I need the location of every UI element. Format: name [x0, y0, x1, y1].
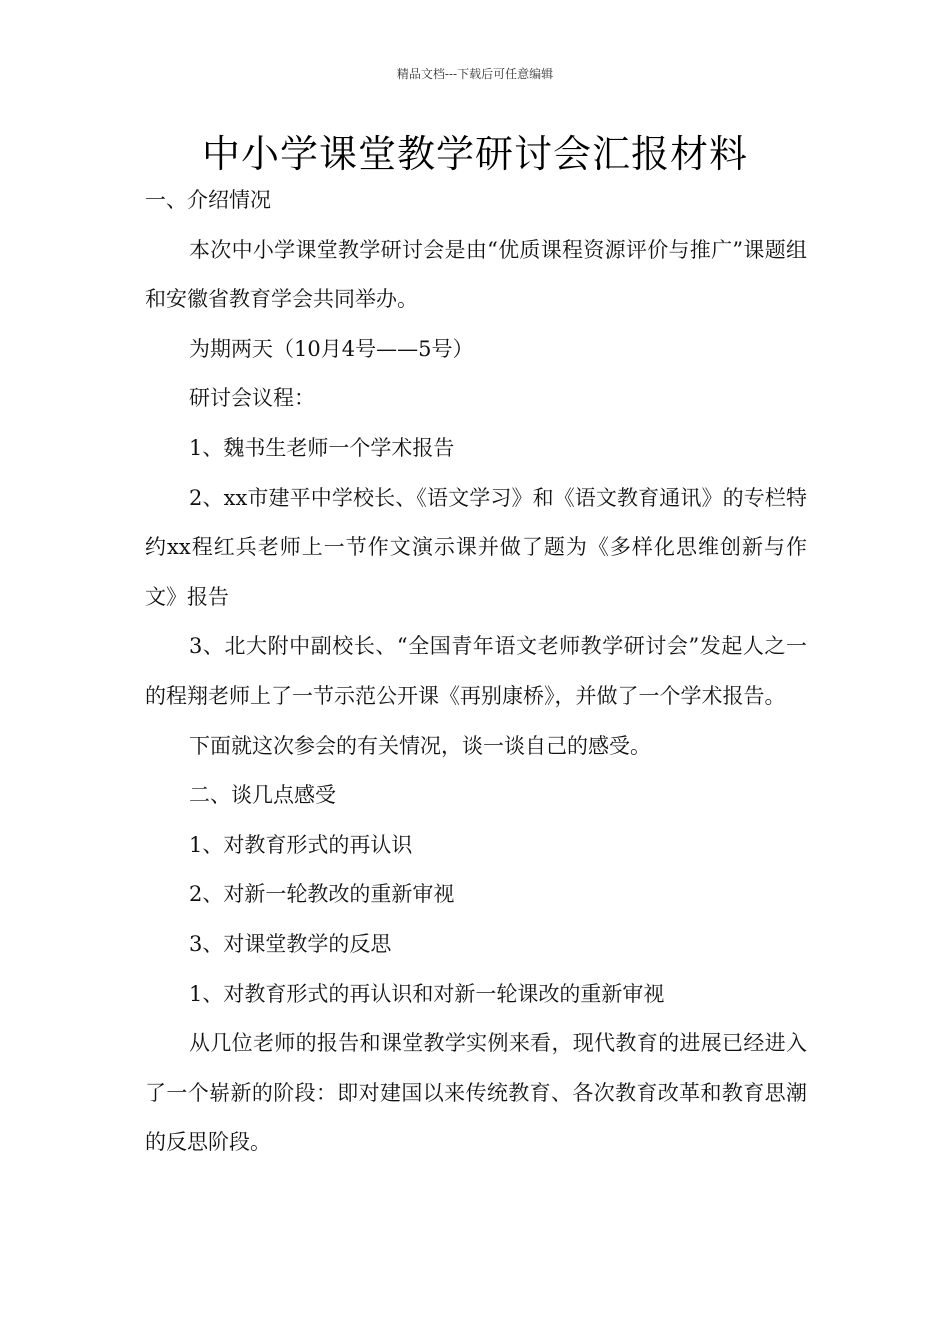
body-paragraph: 2、xx市建平中学校长、《语文学习》和《语文教育通讯》的专栏特约xx程红兵老师上一节作文演示课并做了题为《多样化思维创新与作文》报告 [145, 485, 807, 609]
body-paragraph: 2、对新一轮教改的重新审视 [189, 882, 455, 907]
document-body [145, 176, 807, 1168]
header-note: 精品文档---下载后可任意编辑 [396, 67, 554, 81]
body-paragraph: 本次中小学课堂教学研讨会是由“优质课程资源评价与推广”课题组和安徽省教育学会共同举办。 [145, 237, 807, 312]
body-paragraph: 研讨会议程： [189, 386, 315, 411]
body-paragraph: 1、对教育形式的再认识和对新一轮课改的重新审视 [189, 981, 665, 1006]
body-paragraph: 1、对教育形式的再认识 [189, 832, 413, 857]
body-paragraph: 下面就这次参会的有关情况，谈一谈自己的感受。 [189, 733, 651, 758]
body-paragraph: 一、介绍情况 [145, 188, 271, 212]
body-paragraph: 二、谈几点感受 [189, 783, 336, 808]
body-paragraph: 从几位老师的报告和课堂教学实例来看，现代教育的进展已经进入了一个崭新的阶段：即对建国以来传统教育、各次教育改革和教育思潮的反思阶段。 [145, 1031, 807, 1155]
document-title: 中小学课堂教学研讨会汇报材料 [201, 132, 748, 176]
body-paragraph: 3、对课堂教学的反思 [189, 931, 392, 956]
body-paragraph: 1、魏书生老师一个学术报告 [189, 435, 455, 460]
body-paragraph: 为期两天（10月4号——5号） [189, 336, 474, 361]
body-paragraph: 3、北大附中副校长、“全国青年语文老师教学研讨会”发起人之一的程翔老师上了一节示范公开课《再别康桥》，并做了一个学术报告。 [145, 634, 807, 708]
